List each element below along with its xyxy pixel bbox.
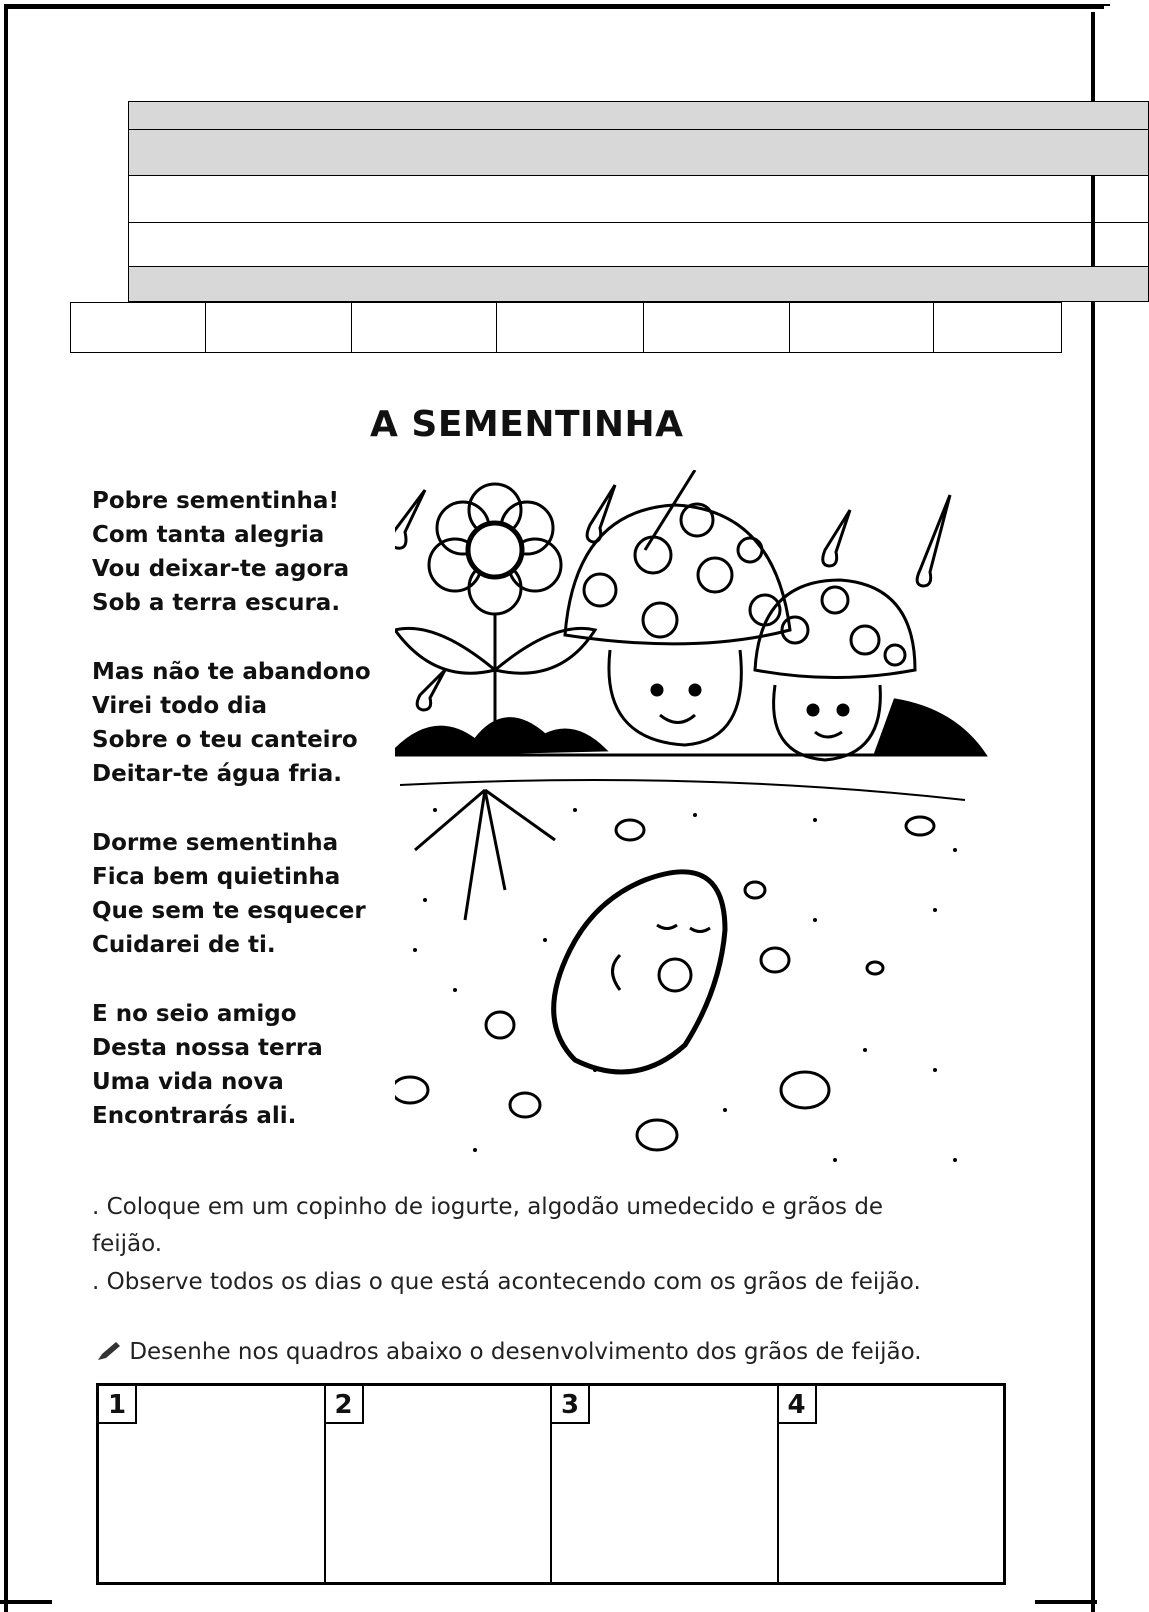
- pebbles: [395, 817, 934, 1150]
- header-row-5: [128, 266, 1149, 302]
- header-cell: [644, 303, 790, 352]
- drawing-box[interactable]: [99, 1386, 326, 1582]
- poem-line: Mas não te abandono: [92, 659, 371, 685]
- box-number: 3: [552, 1386, 590, 1424]
- poem-line: Virei todo dia: [92, 693, 268, 719]
- poem-line: Sobre o teu canteiro: [92, 727, 358, 753]
- poem-line: E no seio amigo: [92, 1001, 297, 1027]
- poem-line: Desta nossa terra: [92, 1035, 323, 1061]
- box-number: 1: [99, 1386, 137, 1424]
- box-number: 2: [326, 1386, 364, 1424]
- poem-stanza-4: [92, 997, 323, 1133]
- box-number: 4: [779, 1386, 817, 1424]
- poem-line: Deitar-te água fria.: [92, 761, 342, 787]
- header-cell: [352, 303, 497, 352]
- drawing-boxes: [96, 1383, 1006, 1585]
- instruction-1b: feijão.: [92, 1231, 163, 1257]
- poem-line: Encontrarás ali.: [92, 1103, 297, 1129]
- instruction-1a: . Coloque em um copinho de iogurte, algodão umedecido e grãos de: [92, 1194, 884, 1220]
- poem-line: Dorme sementinha: [92, 830, 339, 856]
- poem-line: Que sem te esquecer: [92, 898, 366, 924]
- page-frame-foot-right: [1035, 1600, 1097, 1604]
- page-frame-corner: [1080, 4, 1110, 6]
- header-cell: [934, 303, 1061, 352]
- page-frame-foot-left: [0, 1600, 52, 1604]
- poem-line: Uma vida nova: [92, 1069, 284, 1095]
- drawing-box[interactable]: [779, 1386, 1004, 1582]
- task-line: [96, 1335, 922, 1369]
- page-title: A SEMENTINHA: [370, 404, 684, 445]
- poem-line: Fica bem quietinha: [92, 864, 341, 890]
- poem-line: Com tanta alegria: [92, 522, 325, 548]
- header-cell: [790, 303, 935, 352]
- seed: [554, 872, 725, 1072]
- header-cells-row: [70, 302, 1062, 353]
- drawing-box[interactable]: [552, 1386, 779, 1582]
- poem-line: Sob a terra escura.: [92, 590, 341, 616]
- poem-stanza-1: [92, 484, 349, 620]
- page-frame-top: [4, 4, 1104, 9]
- sementinha-illustration: [395, 470, 1015, 1190]
- soil-dots: [413, 808, 957, 1162]
- header-row-4: [128, 222, 1149, 267]
- header-cell: [497, 303, 644, 352]
- task-text: Desenhe nos quadros abaixo o desenvolvimento dos grãos de feijão.: [129, 1339, 922, 1365]
- page-frame-left: [4, 4, 8, 1612]
- poem-line: Pobre sementinha!: [92, 488, 339, 514]
- flower: [395, 484, 595, 730]
- pencil-icon: [96, 1340, 122, 1362]
- poem-line: Vou deixar-te agora: [92, 556, 350, 582]
- poem-line: Cuidarei de ti.: [92, 932, 276, 958]
- header-row-3: [128, 175, 1149, 223]
- instruction-2: . Observe todos os dias o que está acontecendo com os grãos de feijão.: [92, 1269, 921, 1295]
- big-mushroom: [565, 504, 790, 745]
- poem-stanza-3: [92, 826, 366, 962]
- poem-stanza-2: [92, 655, 371, 791]
- header-row-2: [128, 129, 1149, 176]
- header-cell: [71, 303, 206, 352]
- header-cell: [206, 303, 353, 352]
- drawing-box[interactable]: [326, 1386, 553, 1582]
- header-row-1: [128, 101, 1149, 130]
